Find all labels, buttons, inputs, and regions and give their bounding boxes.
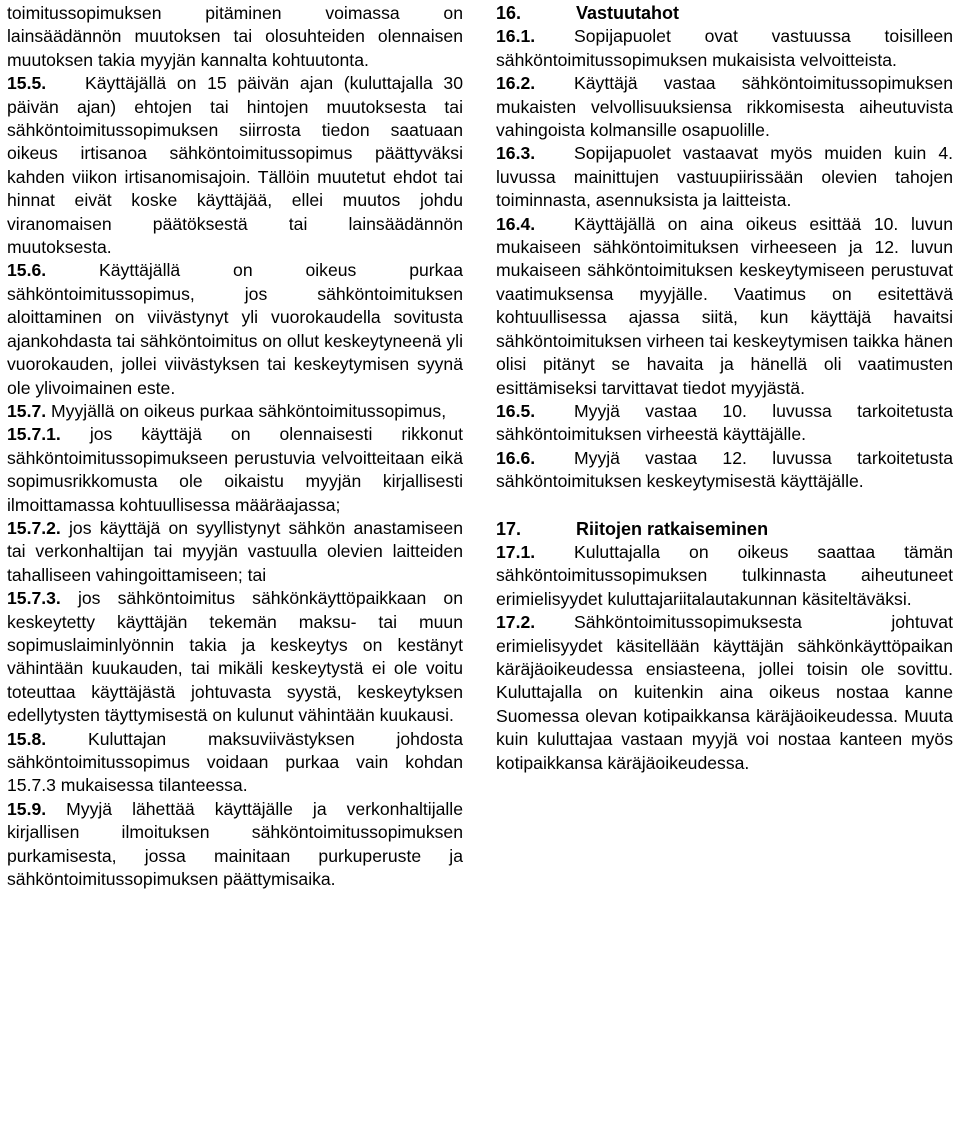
clause-15-7-2 xyxy=(7,517,463,587)
clause-17-1 xyxy=(496,541,953,611)
section-heading-16 xyxy=(496,2,953,25)
clause-number: 15.9. xyxy=(7,798,47,819)
clause-number: 15.7.1. xyxy=(7,424,61,445)
clause-number: 16.4. xyxy=(496,213,536,234)
clause-number: 15.7.3. xyxy=(7,588,61,609)
clause-16-6 xyxy=(496,447,953,494)
left-column xyxy=(7,2,463,891)
clause-15-5 xyxy=(7,72,463,259)
clause-16-5 xyxy=(496,400,953,447)
clause-number: 16.5. xyxy=(496,400,536,421)
clause-number: 15.8. xyxy=(7,728,47,749)
clause-text: Käyttäjällä on 15 päivän ajan (kuluttajalla 30 päivän ajan) ehtojen tai hintojen muutoksesta tai sähköntoimitussopimuksen siirrosta tiedon saatuaan oikeus irtisanoa sähköntoimitussopimus päättyväksi kahden viikon irtisanomisajoin. Tällöin muutetut ehdot tai hinnat eivät koske käyttäjää, ellei muutos johdu viranomaisen päätöksestä tai lainsäädännön muutoksesta. xyxy=(7,73,463,258)
right-column xyxy=(496,2,953,775)
clause-text: jos sähköntoimitus sähkönkäyttöpaikkaan on keskeytetty käyttäjän tekemän maksu- tai muun sopimuslaiminlyönnin takia ja keskeytys on kestänyt vähintään kuukauden, tai mikäli keskeytystä ei ole voitu toteuttaa käyttäjästä johtuvasta syystä, keskeytyksen edellytysten täyttymisestä on kulunut vähintään kuukausi. xyxy=(7,588,463,726)
clause-15-9 xyxy=(7,798,463,892)
clause-16-4 xyxy=(496,213,953,400)
clause-text: Kuluttajan maksuviivästyksen johdosta sähköntoimitussopimus voidaan purkaa vain kohdan 15.7.3 mukaisessa tilanteessa. xyxy=(7,728,463,796)
clause-15-8 xyxy=(7,728,463,798)
section-number: 16. xyxy=(496,3,522,23)
clause-17-2 xyxy=(496,611,953,775)
clause-number: 16.1. xyxy=(496,26,536,47)
clause-number: 15.7.2. xyxy=(7,517,61,538)
clause-number: 16.2. xyxy=(496,73,536,94)
clause-16-2 xyxy=(496,72,953,142)
clause-number: 17.1. xyxy=(496,541,536,562)
clause-text: Sopijapuolet ovat vastuussa toisilleen sähköntoimitussopimuksen mukaisista velvoitteista. xyxy=(496,26,953,70)
clause-number: 17.2. xyxy=(496,612,536,633)
clause-15-7 xyxy=(7,400,463,423)
clause-text: Käyttäjä vastaa sähköntoimitussopimuksen mukaisten velvollisuuksiensa rikkomisesta aiheutuvista vahingoista kolmansille osapuolille. xyxy=(496,73,953,141)
clause-number: 15.7. xyxy=(7,400,47,421)
clause-number: 16.3. xyxy=(496,143,536,164)
clause-text: Käyttäjällä on aina oikeus esittää 10. luvun mukaiseen sähköntoimituksen virheeseen ja 12. luvun mukaiseen sähköntoimituksen keskeytymiseen perustuvat vaatimuksensa myyjälle. Vaatimus on esitettävä kohtuullisessa ajassa siitä, kun käyttäjä havaitsi sähköntoimituksen virheen tai keskeytymisen taikka hänen olisi pitänyt se havaita ja hänellä oli vaatimusten esittämiseksi tarvittavat tiedot myyjästä. xyxy=(496,213,953,398)
section-title: Vastuutahot xyxy=(576,3,680,23)
clause-16-1 xyxy=(496,25,953,72)
clause-15-7-1 xyxy=(7,423,463,517)
section-title: Riitojen ratkaiseminen xyxy=(576,518,769,539)
clause-text: Myyjä vastaa 12. luvussa tarkoitetusta sähköntoimituksen keskeytymisestä käyttäjälle. xyxy=(496,447,953,492)
clause-text: Myyjä vastaa 10. luvussa tarkoitetusta sähköntoimituksen virheestä käyttäjälle. xyxy=(496,400,953,445)
clause-15-7-3 xyxy=(7,587,463,727)
section-heading-17 xyxy=(496,518,953,541)
clause-16-3 xyxy=(496,142,953,212)
clause-text: Sopijapuolet vastaavat myös muiden kuin 4. luvussa mainittujen vastuupiirissään olevien tahojen toiminnasta, asennuksista ja laitteista. xyxy=(496,143,953,211)
clause-number: 16.6. xyxy=(496,447,536,468)
clause-text: Käyttäjällä on oikeus purkaa sähköntoimitussopimus, jos sähköntoimituksen aloittaminen on viivästynyt yli vuorokaudella sovitusta ajankohdasta tai sähköntoimitus on ollut keskeytyneenä yli vuorokauden, jollei viivästyksen tai keskeytymisen syynä ole ylivoimainen este. xyxy=(7,260,464,398)
clause-text: jos käyttäjä on olennaisesti rikkonut sähköntoimitussopimukseen perustuvia velvoitteitaan eikä sopimusrikkomusta ole oikaistu myyjän kirjallisesti ilmoittamassa kohtuullisessa määräajassa; xyxy=(7,424,463,515)
paragraph-text: toimitussopimuksen pitäminen voimassa on lainsäädännön muutoksen tai olosuhteiden olennaisen muutoksen takia myyjän kannalta kohtuutonta. xyxy=(7,3,463,70)
clause-text: jos käyttäjä on syyllistynyt sähkön anastamiseen tai verkonhaltijan tai myyjän vastuulla olevien laitteiden tahalliseen vahingoittamiseen; tai xyxy=(7,517,464,585)
clause-text: Sähköntoimitussopimuksesta johtuvat erimielisyydet käsitellään käyttäjän sähkönkäyttöpaikan käräjäoikeudessa ensiasteena, jollei toisin ole sovittu. Kuluttajalla on kuitenkin aina oikeus nostaa kanne Suomessa olevan kotipaikkansa käräjäoikeudessa. Muuta kuin kuluttajaa vastaan myyjä voi nostaa kanteen myös kotipaikkansa käräjäoikeudessa. xyxy=(496,612,953,773)
clause-text: Kuluttajalla on oikeus saattaa tämän sähköntoimitussopimuksen tulkinnasta aiheutuneet erimielisyydet kuluttajariitalautakunnan käsiteltäväksi. xyxy=(496,541,953,609)
clause-number: 15.6. xyxy=(7,260,47,281)
clause-15-6 xyxy=(7,259,463,399)
paragraph-continuation xyxy=(7,2,463,72)
section-spacer xyxy=(496,494,953,518)
clause-text: Myyjällä on oikeus purkaa sähköntoimitussopimus, xyxy=(51,400,447,421)
section-number: 17. xyxy=(496,518,522,539)
clause-text: Myyjä lähettää käyttäjälle ja verkonhaltijalle kirjallisen ilmoituksen sähköntoimitussopimuksen purkamisesta, jossa mainitaan purkuperuste ja sähköntoimitussopimuksen päättymisaika. xyxy=(7,798,463,890)
clause-number: 15.5. xyxy=(7,73,47,94)
